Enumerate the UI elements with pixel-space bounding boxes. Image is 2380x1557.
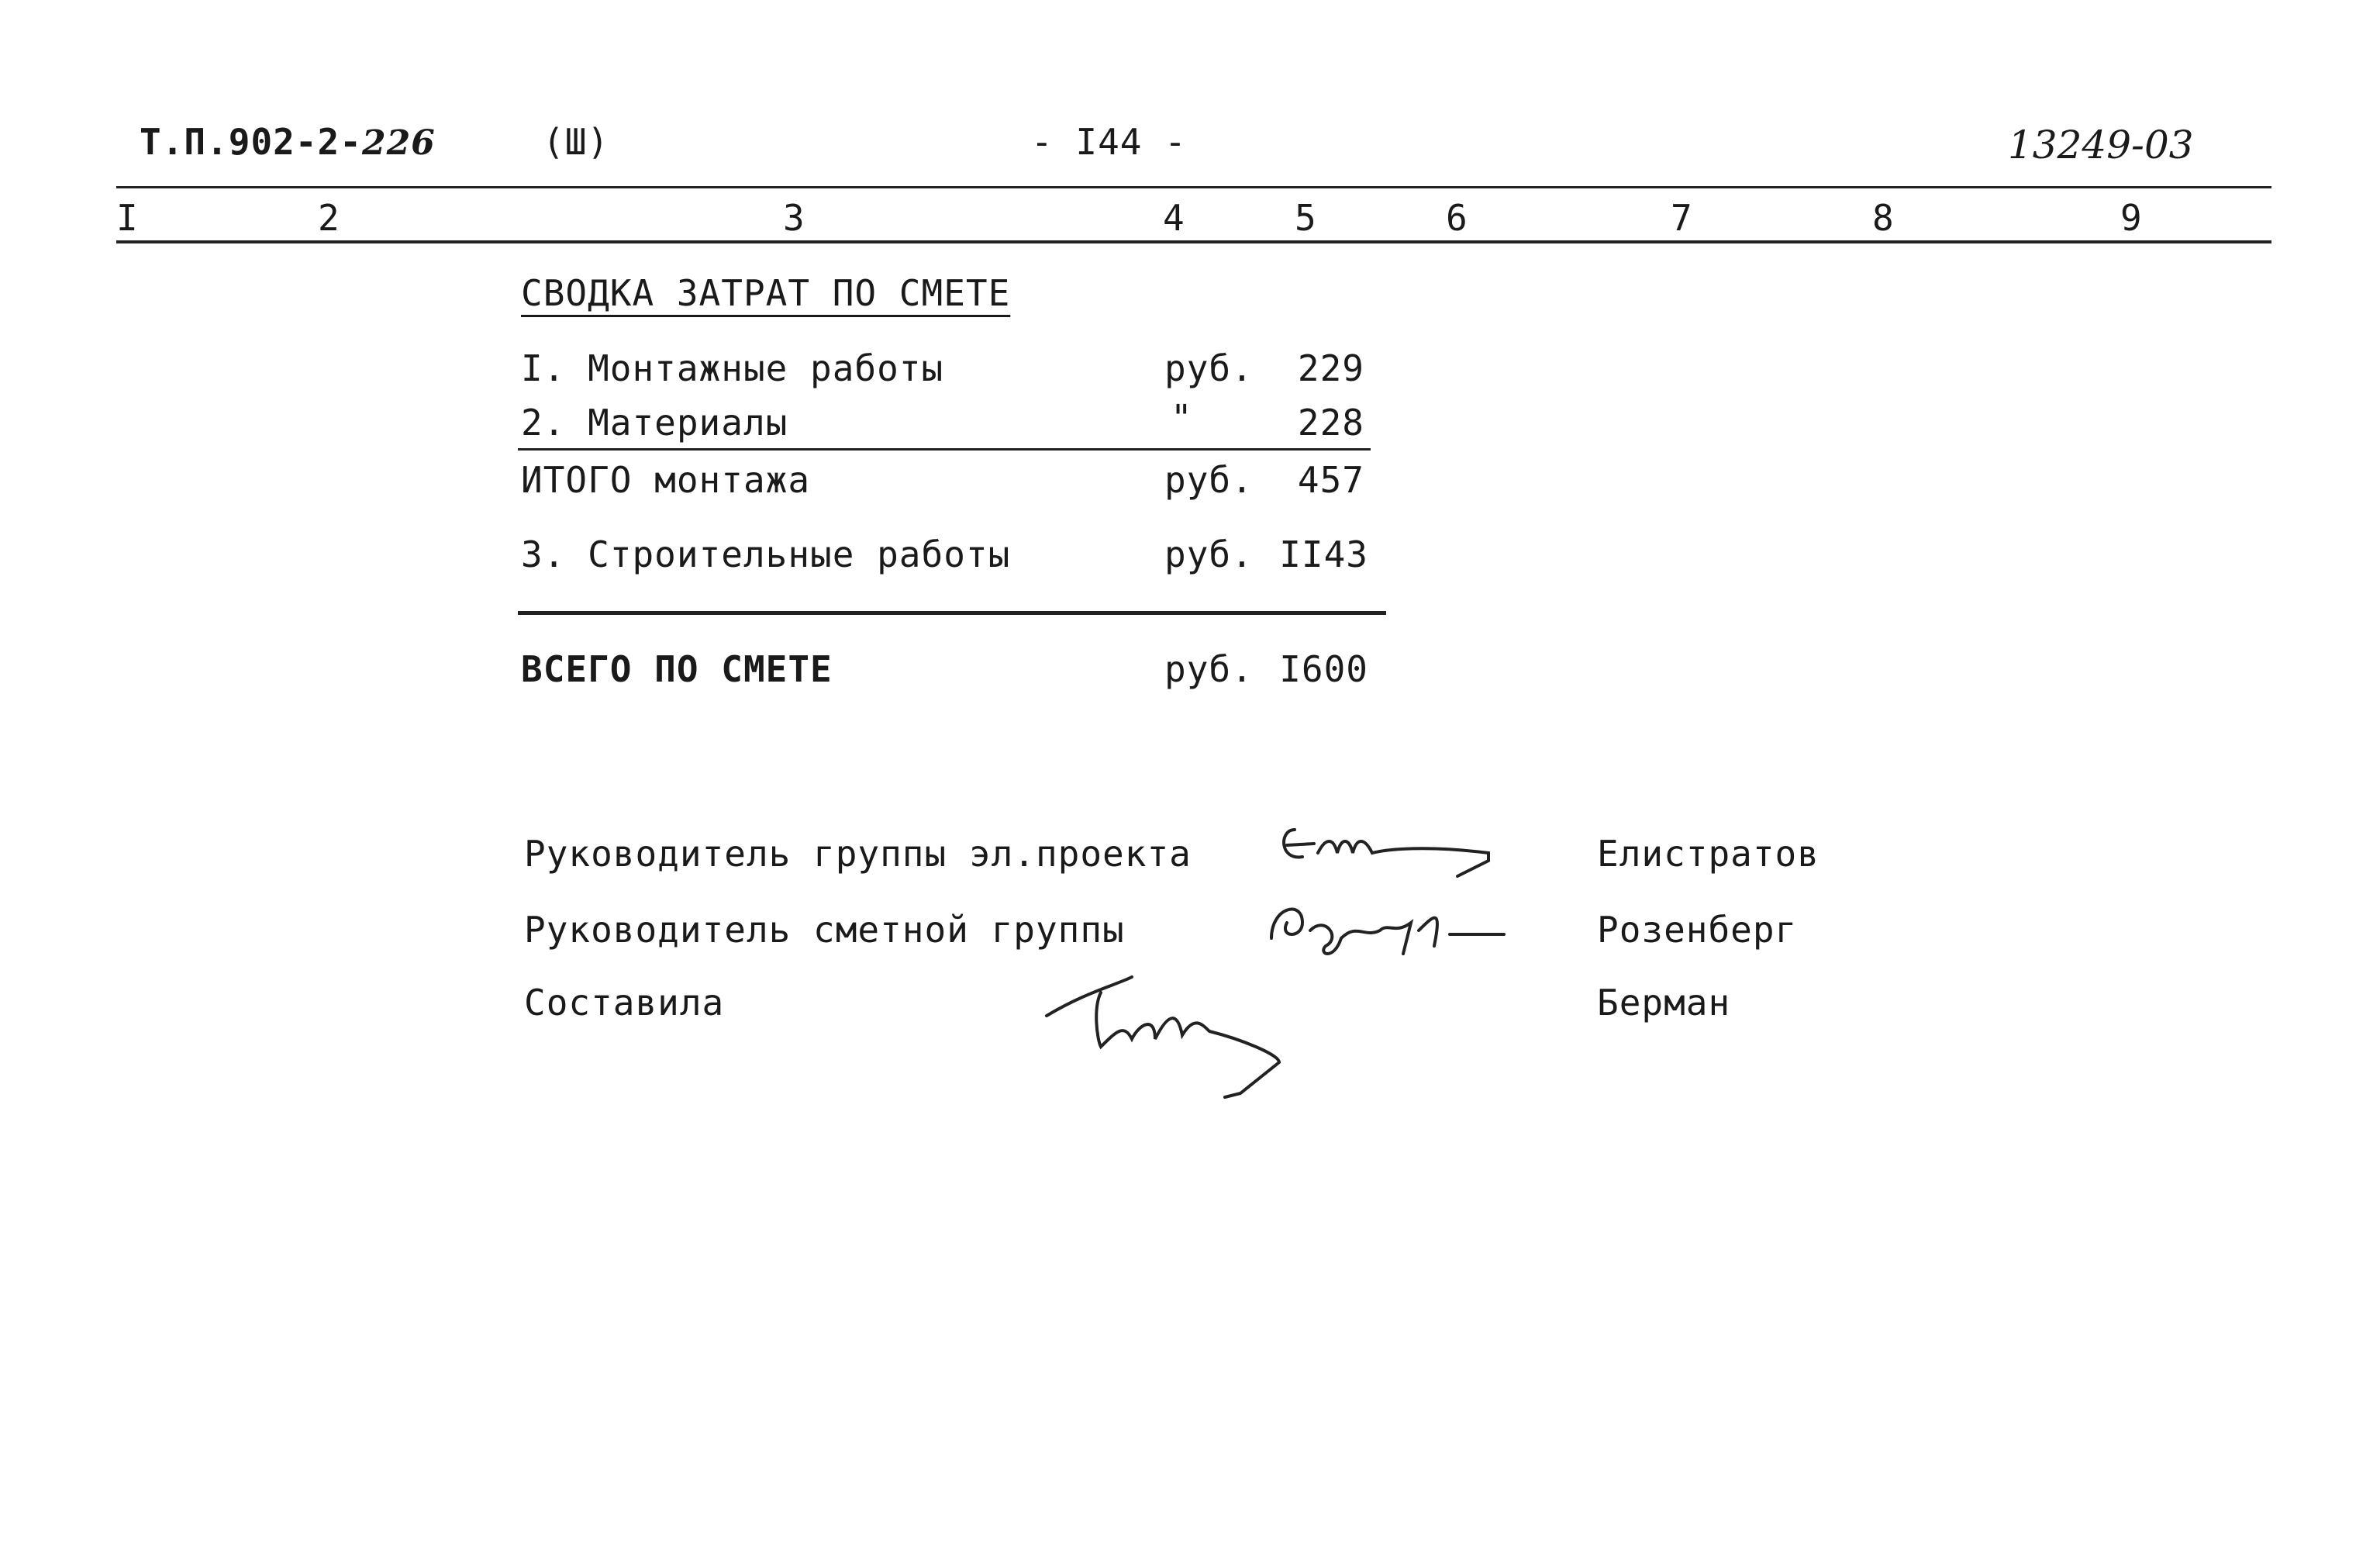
row-value: 228 [1297, 402, 1364, 444]
signature-role: Составила [524, 982, 725, 1024]
handwritten-signature [1256, 892, 1512, 969]
row-value: 457 [1297, 459, 1364, 501]
row-unit: руб. [1164, 533, 1254, 575]
signature-name: Елистратов [1597, 833, 1819, 875]
doc-code: Т.П.902-2-226 [140, 121, 436, 163]
total-rule [518, 611, 1386, 615]
row-label: ИТОГО монтажа [521, 459, 811, 501]
signature-name: Берман [1597, 982, 1731, 1024]
doc-code-handwritten: 226 [361, 123, 436, 163]
column-number: 8 [1872, 197, 1895, 239]
summary-title: СВОДКА ЗАТРАТ ПО СМЕТЕ [521, 272, 1011, 314]
page-number: - I44 - [1031, 121, 1187, 163]
handwritten-signature [1039, 961, 1302, 1101]
subtotal-rule [518, 448, 1371, 451]
total-unit: руб. [1164, 648, 1254, 690]
handwritten-signature [1271, 806, 1504, 899]
bottom-rule [116, 240, 2271, 243]
row-label: I. Монтажные работы [521, 347, 944, 389]
top-rule [116, 186, 2271, 188]
row-label: 3. Строительные работы [521, 533, 1011, 575]
signature-role: Руководитель группы эл.проекта [524, 833, 1192, 875]
column-number: 2 [318, 197, 340, 239]
row-value: II43 [1279, 533, 1368, 575]
column-number: 7 [1671, 197, 1693, 239]
column-number: I [116, 197, 139, 239]
total-value: I600 [1279, 648, 1368, 690]
column-number: 6 [1446, 197, 1468, 239]
column-number: 4 [1163, 197, 1185, 239]
row-unit: " [1171, 397, 1193, 439]
total-label: ВСЕГО ПО СМЕТЕ [521, 648, 833, 690]
row-value: 229 [1297, 347, 1364, 389]
column-number: 3 [783, 197, 805, 239]
column-number: 5 [1295, 197, 1317, 239]
row-unit: руб. [1164, 459, 1254, 501]
roman-section: (Ш) [543, 121, 610, 163]
signature-role: Руководитель сметной группы [524, 909, 1125, 951]
row-unit: руб. [1164, 347, 1254, 389]
archive-number: 13249-03 [2008, 123, 2194, 167]
signature-name: Розенберг [1597, 909, 1798, 951]
row-label: 2. Материалы [521, 402, 788, 444]
column-number: 9 [2120, 197, 2143, 239]
